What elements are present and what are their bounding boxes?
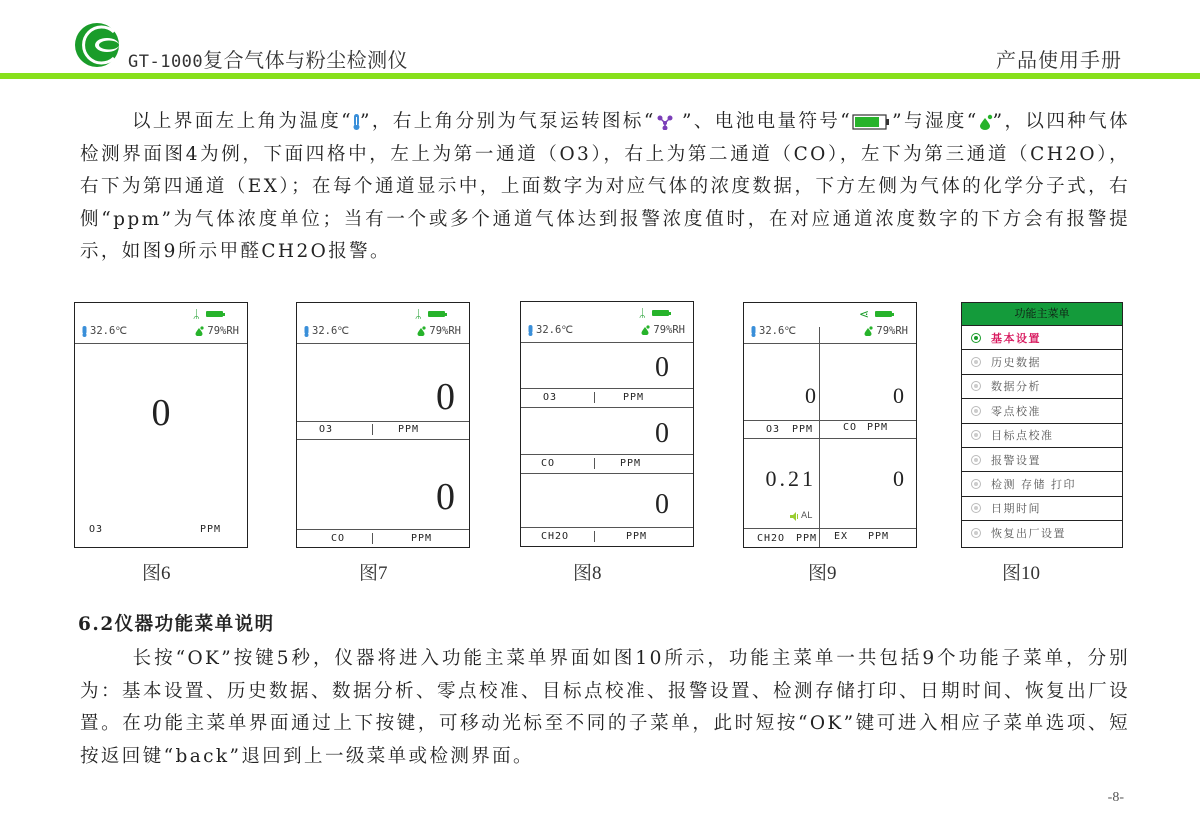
- unit-label: PPM: [623, 392, 645, 403]
- intro-text-4: ”与湿度“: [892, 111, 979, 132]
- radio-icon: [971, 381, 981, 391]
- radio-icon: [971, 406, 981, 416]
- thermometer-icon: [82, 326, 87, 337]
- separator: [372, 424, 373, 435]
- menu-item-label: 检测 存储 打印: [991, 478, 1076, 492]
- menu-item-zero-calibration[interactable]: [962, 399, 1122, 423]
- intro-text-5: ”，以四种气体检测界面图4为例，下面四格中，左上为第一通道（O3），右上为第二通道（CO），左下为第三通道（CH2O），右下为第四通道（EX）；在每个通道显示中，上面数字为对应气体的浓度数据，下方左侧为气体的化学分子式，右侧“ppm”为气体浓度单位；当有一个或多个通道气体达到报警浓度值时，在对应通道浓度数字的下方会有报警提示，如图9所示甲醛CH2O报警。: [80, 111, 1130, 262]
- battery-icon: [206, 311, 223, 317]
- section-heading: 6.2仪器功能菜单说明: [78, 614, 275, 635]
- humidity-value: 79%RH: [429, 325, 461, 337]
- figure-7-screen: [296, 302, 470, 548]
- thermometer-icon: [353, 114, 360, 130]
- figure-6-caption: 图6: [142, 563, 171, 584]
- separator: [594, 531, 595, 542]
- menu-item-label: 恢复出厂设置: [991, 527, 1066, 541]
- channel-label-bar: [521, 388, 693, 408]
- gas-label: O3: [319, 424, 334, 435]
- menu-item-basic-settings[interactable]: [962, 326, 1122, 350]
- battery-icon: [852, 114, 892, 130]
- intro-text-3: ”、电池电量符号“: [673, 111, 853, 132]
- section-body-text: 长按“OK”按键5秒，仪器将进入功能主菜单界面如图10所示，功能主菜单一共包括9个功能子菜单，分别为：基本设置、历史数据、数据分析、零点校准、目标点校准、报警设置、检测存储打印、日期时间、恢复出厂设置。在功能主菜单界面通过上下按键，可移动光标至不同的子菜单，此时短按“OK”键可进入相应子菜单选项、短按返回键“back”退回到上一级菜单或检测界面。: [80, 648, 1130, 767]
- unit-label: PPM: [867, 422, 889, 433]
- intro-text-1: 以上界面左上角为温度“: [132, 111, 354, 132]
- figure-10-caption: 图10: [1002, 563, 1041, 584]
- unit-label: PPM: [411, 533, 433, 544]
- figure-10-main-menu: [961, 302, 1123, 548]
- pump-fan-icon: [656, 114, 674, 130]
- menu-item-data-analysis[interactable]: [962, 375, 1122, 399]
- unit-label: PPM: [626, 531, 648, 542]
- thermometer-icon: [304, 326, 309, 337]
- intro-text-2: ”，右上角分别为气泵运转图标“: [360, 111, 656, 132]
- fan-icon: ᛦ: [414, 307, 422, 321]
- humidity-drop-icon: [864, 326, 873, 336]
- o3-value: 0: [151, 392, 171, 434]
- menu-title: 功能主菜单: [962, 303, 1122, 326]
- menu-item-label: 历史数据: [991, 356, 1041, 370]
- menu-item-detect-store-print[interactable]: [962, 472, 1122, 496]
- channel-label-bar: [297, 421, 469, 440]
- battery-icon: [428, 311, 445, 317]
- channel-label-row: [744, 420, 916, 439]
- figure-8-screen: [520, 301, 694, 547]
- ch2o-value: 0.21: [765, 466, 816, 491]
- channel-label-bar: [521, 454, 693, 474]
- section-paragraph: [80, 643, 1130, 773]
- co-value: 0: [893, 383, 904, 408]
- model-number: GT-1000: [128, 52, 204, 72]
- speaker-alarm-icon: [790, 512, 799, 521]
- co-value: 0: [655, 418, 669, 449]
- manual-title: 产品使用手册: [996, 48, 1122, 72]
- radio-icon: [971, 455, 981, 465]
- fan-icon: ᛦ: [192, 307, 200, 321]
- gas-label: CO: [843, 422, 858, 433]
- status-bar: [75, 303, 247, 344]
- menu-item-date-time[interactable]: [962, 497, 1122, 521]
- gas-label: CO: [541, 458, 556, 469]
- unit-label: PPM: [398, 424, 420, 435]
- channel-label-bar: [297, 529, 469, 548]
- fan-icon: ⋖: [858, 307, 869, 321]
- status-bar: [297, 303, 469, 344]
- unit-label: PPM: [199, 524, 221, 535]
- page-number: -8-: [1107, 790, 1124, 805]
- menu-item-label: 报警设置: [991, 453, 1041, 467]
- figure-8-caption: 图8: [573, 563, 602, 584]
- separator: [594, 458, 595, 469]
- alarm-indicator: [790, 511, 812, 521]
- temperature-value: 32.6℃: [759, 325, 797, 337]
- radio-icon: [971, 357, 981, 367]
- thermometer-icon: [528, 325, 533, 336]
- battery-icon: [652, 310, 669, 316]
- separator: [594, 392, 595, 403]
- menu-item-target-calibration[interactable]: [962, 424, 1122, 448]
- radio-selected-icon: [971, 333, 981, 343]
- o3-value: 0: [805, 383, 816, 408]
- unit-label: PPM: [620, 458, 642, 469]
- menu-item-label: 目标点校准: [991, 429, 1054, 443]
- temperature-value: 32.6℃: [90, 325, 128, 337]
- menu-item-label: 零点校准: [991, 404, 1041, 418]
- product-name: 复合气体与粉尘检测仪: [203, 48, 409, 72]
- menu-item-label: 数据分析: [991, 380, 1041, 394]
- gas-label: O3: [89, 524, 104, 535]
- ch2o-value: 0: [655, 489, 669, 520]
- humidity-value: 79%RH: [876, 325, 908, 337]
- unit-label: PPM: [796, 533, 818, 544]
- gas-label: O3: [543, 392, 558, 403]
- unit-label: PPM: [792, 424, 814, 435]
- separator: [372, 533, 373, 544]
- fan-icon: ᛦ: [638, 306, 646, 320]
- menu-item-label: 日期时间: [991, 502, 1041, 516]
- co-value: 0: [436, 476, 455, 518]
- o3-value: 0: [655, 352, 669, 383]
- thermometer-icon: [751, 326, 756, 337]
- menu-item-history-data[interactable]: [962, 350, 1122, 374]
- company-logo: [74, 22, 122, 68]
- humidity-drop-icon: [641, 325, 650, 335]
- status-bar: [521, 302, 693, 343]
- status-bar: [744, 303, 916, 344]
- gas-label: CH2O: [757, 533, 786, 544]
- radio-icon: [971, 430, 981, 440]
- figure-6-screen: [74, 302, 248, 548]
- channel-label-bar: [521, 527, 693, 546]
- humidity-value: 79%RH: [653, 324, 685, 336]
- battery-icon: [875, 311, 892, 317]
- figure-9-screen: [743, 302, 917, 548]
- gas-label: CH2O: [541, 531, 570, 542]
- header-divider: [0, 73, 1200, 79]
- gas-label: EX: [834, 531, 849, 542]
- radio-icon: [971, 479, 981, 489]
- temperature-value: 32.6℃: [312, 325, 350, 337]
- intro-paragraph: [80, 106, 1130, 269]
- radio-icon: [971, 528, 981, 538]
- humidity-value: 79%RH: [207, 325, 239, 337]
- humidity-drop-icon: [195, 326, 204, 336]
- figure-9-caption: 图9: [808, 563, 837, 584]
- figure-7-caption: 图7: [359, 563, 388, 584]
- radio-icon: [971, 503, 981, 513]
- gas-label: CO: [331, 533, 346, 544]
- temperature-value: 32.6℃: [536, 324, 574, 336]
- menu-item-label: 基本设置: [991, 331, 1041, 345]
- alarm-label: AL: [801, 511, 813, 521]
- o3-value: 0: [436, 376, 455, 418]
- humidity-drop-icon: [979, 114, 993, 130]
- gas-label: O3: [766, 424, 781, 435]
- humidity-drop-icon: [417, 326, 426, 336]
- document-title: [128, 44, 408, 73]
- channel-label-row: [744, 528, 916, 548]
- ex-value: 0: [893, 466, 904, 491]
- unit-label: PPM: [868, 531, 890, 542]
- menu-item-alarm-settings[interactable]: [962, 448, 1122, 472]
- menu-item-factory-reset[interactable]: [962, 521, 1122, 545]
